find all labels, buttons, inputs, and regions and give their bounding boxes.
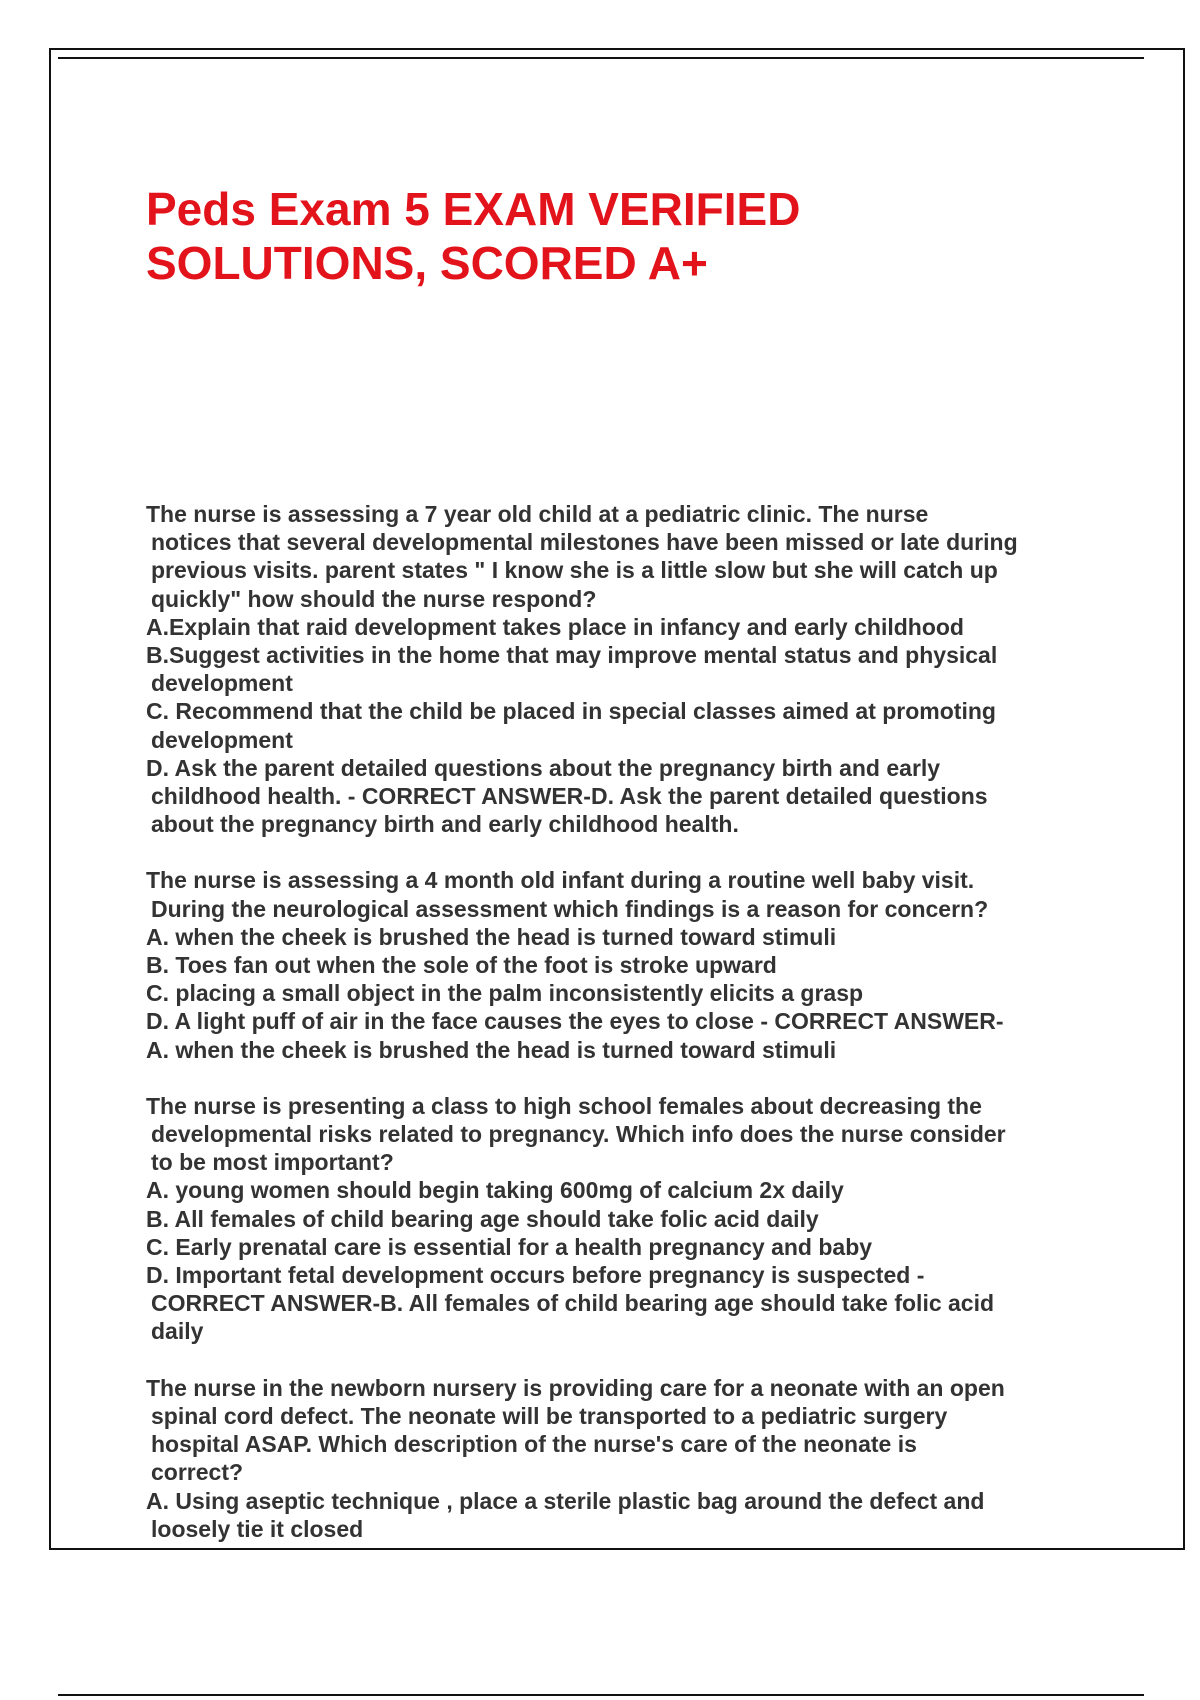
- question-line: D. A light puff of air in the face causes the eyes to close - CORRECT ANSWER-: [146, 1008, 1004, 1035]
- question-line: The nurse is presenting a class to high school females about decreasing the: [146, 1092, 982, 1119]
- title-line-1: Peds Exam 5 EXAM VERIFIED: [146, 183, 801, 235]
- question-block: [146, 1374, 1106, 1543]
- question-line: The nurse is assessing a 4 month old infant during a routine well baby visit.: [146, 867, 975, 894]
- question-line: C. Early prenatal care is essential for a health pregnancy and baby: [146, 1233, 873, 1260]
- question-line: to be most important?: [151, 1149, 394, 1176]
- question-line: D. Important fetal development occurs before pregnancy is suspected -: [146, 1262, 925, 1289]
- question-line: The nurse is assessing a 7 year old child at a pediatric clinic. The nurse: [146, 501, 929, 527]
- question-line: C. Recommend that the child be placed in special classes aimed at promoting: [146, 698, 996, 725]
- question-line: daily: [151, 1318, 204, 1345]
- question-line: CORRECT ANSWER-B. All females of child bearing age should take folic acid: [151, 1290, 995, 1317]
- question-block: [146, 866, 1106, 1063]
- question-line: hospital ASAP. Which description of the nurse's care of the neonate is: [151, 1431, 917, 1458]
- question-line: developmental risks related to pregnancy. Which info does the nurse consider: [151, 1121, 1006, 1148]
- question-line: notices that several developmental milestones have been missed or late during: [151, 529, 1018, 556]
- question-line: B. All females of child bearing age should take folic acid daily: [146, 1205, 819, 1232]
- bottom-rule: [58, 1694, 1144, 1696]
- question-line: previous visits. parent states " I know she is a little slow but she will catch up: [151, 557, 998, 584]
- question-line: D. Ask the parent detailed questions about the pregnancy birth and early: [146, 754, 941, 781]
- question-block: [146, 1092, 1106, 1346]
- question-line: spinal cord defect. The neonate will be transported to a pediatric surgery: [151, 1402, 948, 1429]
- question-line: C. placing a small object in the palm inconsistently elicits a grasp: [146, 980, 864, 1007]
- question-line: quickly" how should the nurse respond?: [151, 585, 597, 612]
- question-line: A. Using aseptic technique , place a sterile plastic bag around the defect and: [146, 1487, 985, 1514]
- title-line-2: SOLUTIONS, SCORED A+: [146, 237, 708, 289]
- question-line: childhood health. - CORRECT ANSWER-D. Ask the parent detailed questions: [151, 783, 988, 810]
- document-title: [146, 182, 1046, 290]
- question-line: A. when the cheek is brushed the head is turned toward stimuli: [146, 1036, 837, 1063]
- question-block: [146, 500, 1106, 838]
- question-line: A.Explain that raid development takes place in infancy and early childhood: [146, 613, 964, 640]
- question-list: [146, 500, 1106, 1571]
- question-line: B.Suggest activities in the home that may improve mental status and physical: [146, 642, 998, 669]
- question-line: development: [151, 670, 293, 697]
- question-line: loosely tie it closed: [151, 1515, 364, 1542]
- question-line: The nurse in the newborn nursery is providing care for a neonate with an open: [146, 1374, 1005, 1401]
- question-line: correct?: [151, 1459, 244, 1486]
- question-line: A. young women should begin taking 600mg of calcium 2x daily: [146, 1177, 844, 1204]
- question-line: about the pregnancy birth and early childhood health.: [151, 811, 739, 838]
- question-line: During the neurological assessment which findings is a reason for concern?: [151, 895, 989, 922]
- question-line: development: [151, 726, 293, 753]
- question-line: B. Toes fan out when the sole of the foot is stroke upward: [146, 952, 777, 979]
- question-line: A. when the cheek is brushed the head is turned toward stimuli: [146, 923, 837, 950]
